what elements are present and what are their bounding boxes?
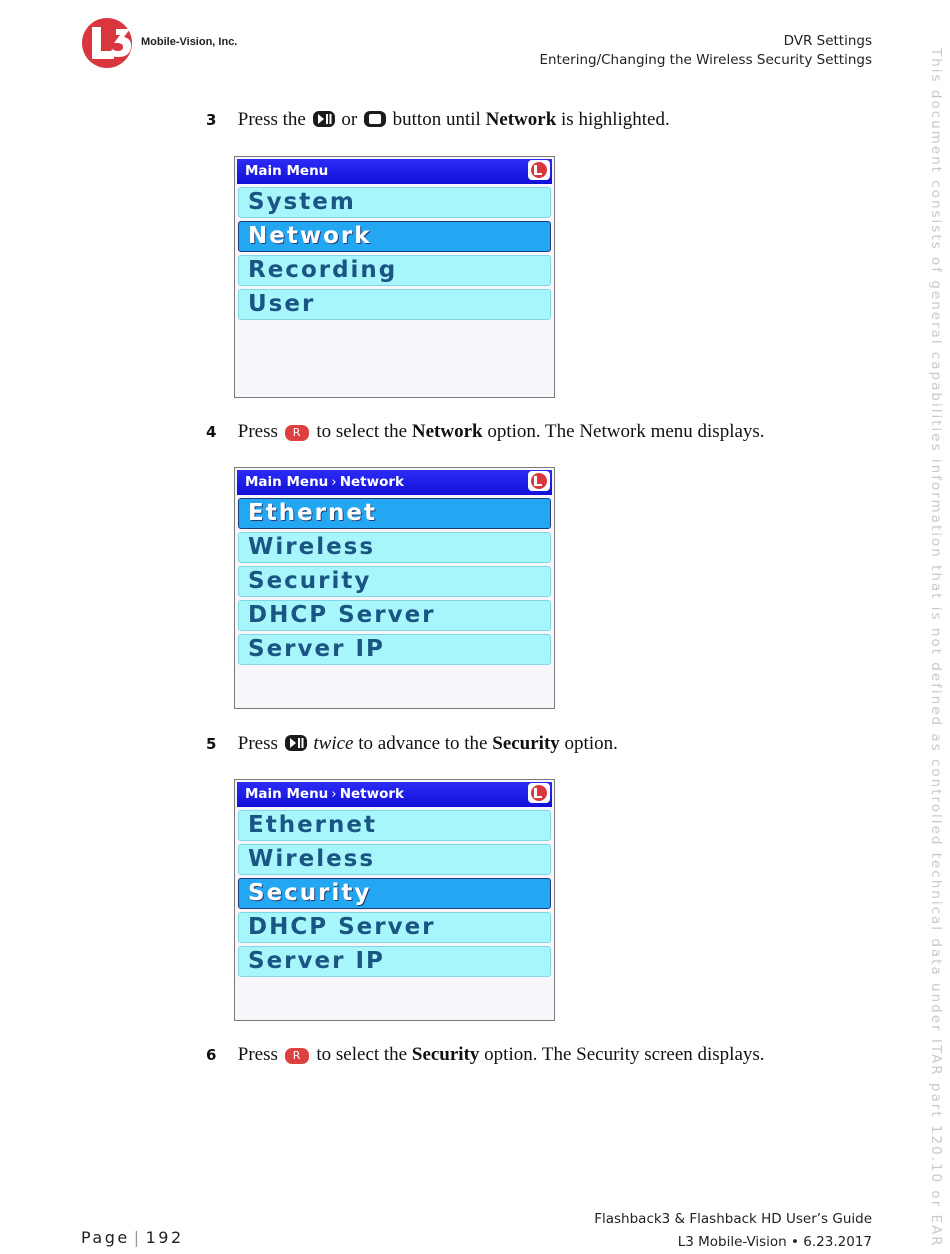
screen-subtitle: Network xyxy=(339,474,404,490)
breadcrumb-chevron-icon: › xyxy=(331,786,337,802)
step-4 xyxy=(206,421,765,443)
l3-logo xyxy=(80,17,138,69)
step-bold-term: Network xyxy=(485,109,557,130)
menu-item[interactable]: Server IP xyxy=(238,634,551,665)
page-footer xyxy=(594,1208,872,1254)
screen-title-bar xyxy=(237,782,552,807)
menu-item-selected[interactable]: Ethernet xyxy=(238,498,551,529)
dvr-screen-network-security xyxy=(234,779,555,1021)
step-text: button until xyxy=(392,109,481,130)
play-pause-button-icon xyxy=(285,735,307,751)
step-bold-term: Network xyxy=(411,421,483,442)
page-number xyxy=(81,1228,184,1247)
step-text: Press the xyxy=(237,109,306,130)
menu-item[interactable]: Recording xyxy=(238,255,551,286)
menu-item-selected[interactable]: Security xyxy=(238,878,551,909)
dvr-screen-main-menu xyxy=(234,156,555,398)
l3-badge-icon xyxy=(528,160,550,180)
menu-item[interactable]: Security xyxy=(238,566,551,597)
step-6 xyxy=(206,1044,765,1066)
step-italic-term: twice xyxy=(313,733,354,754)
step-5 xyxy=(206,733,618,755)
step-text: to select the xyxy=(316,421,408,442)
publisher-date: L3 Mobile-Vision • 6.23.2017 xyxy=(677,1234,872,1250)
dvr-screen-network-ethernet xyxy=(234,467,555,709)
screen-title: Main Menu xyxy=(245,474,329,490)
step-text: Press xyxy=(237,1044,278,1065)
l3-badge-icon xyxy=(528,471,550,491)
menu-item[interactable]: Ethernet xyxy=(238,810,551,841)
step-number: 3 xyxy=(206,111,217,129)
step-text: or xyxy=(341,109,358,130)
section-title: DVR Settings xyxy=(783,33,872,49)
r-button-icon: R xyxy=(285,425,309,441)
l3-badge-icon xyxy=(528,783,550,803)
guide-title: Flashback3 & Flashback HD User’s Guide xyxy=(594,1211,872,1227)
step-text: option. The Network menu displays. xyxy=(487,421,765,442)
step-bold-term: Security xyxy=(492,733,560,754)
menu-item[interactable]: Server IP xyxy=(238,946,551,977)
step-text: Press xyxy=(237,733,278,754)
screen-title-bar xyxy=(237,470,552,495)
step-number: 4 xyxy=(206,423,217,441)
step-text: option. The Security screen displays. xyxy=(484,1044,765,1065)
step-text: to advance to the xyxy=(358,733,488,754)
page-header xyxy=(539,32,872,70)
step-text: to select the xyxy=(316,1044,408,1065)
screen-subtitle: Network xyxy=(339,786,404,802)
subsection-title: Entering/Changing the Wireless Security Settings xyxy=(539,52,872,68)
stop-button-icon xyxy=(364,111,386,127)
itar-notice: This document consists of general capabilities information that is not defined as controlled technical data under ITAR part 120.10 or EAR xyxy=(928,48,944,1248)
step-bold-term: Security xyxy=(411,1044,480,1065)
page-label: Page xyxy=(81,1228,130,1247)
menu-item[interactable]: Wireless xyxy=(238,532,551,563)
menu-item[interactable]: DHCP Server xyxy=(238,600,551,631)
menu-item[interactable]: User xyxy=(238,289,551,320)
breadcrumb-chevron-icon: › xyxy=(331,474,337,490)
step-text: Press xyxy=(237,421,278,442)
screen-title: Main Menu xyxy=(245,786,329,802)
screen-title: Main Menu xyxy=(245,163,329,179)
company-name: Mobile-Vision, Inc. xyxy=(141,36,238,48)
menu-item[interactable]: DHCP Server xyxy=(238,912,551,943)
page-number-value: 192 xyxy=(145,1228,184,1247)
screen-title-bar xyxy=(237,159,552,184)
step-text: option. xyxy=(564,733,618,754)
step-text: is highlighted. xyxy=(561,109,670,130)
menu-item[interactable]: System xyxy=(238,187,551,218)
step-3 xyxy=(206,109,670,131)
menu-item-selected[interactable]: Network xyxy=(238,221,551,252)
step-number: 6 xyxy=(206,1046,217,1064)
step-number: 5 xyxy=(206,735,217,753)
divider: | xyxy=(133,1228,142,1247)
menu-item[interactable]: Wireless xyxy=(238,844,551,875)
r-button-icon: R xyxy=(285,1048,309,1064)
play-pause-button-icon xyxy=(313,111,335,127)
